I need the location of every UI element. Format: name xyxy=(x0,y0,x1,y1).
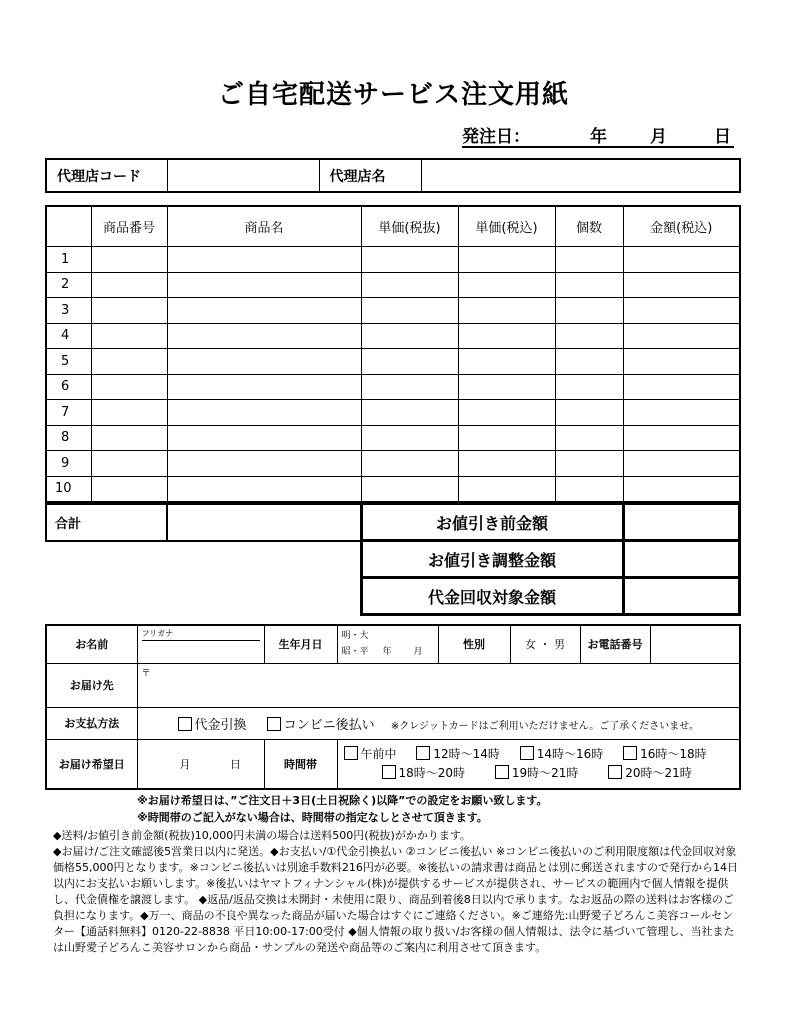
time-slot-options xyxy=(337,739,740,789)
unit-price-incl-cell[interactable] xyxy=(458,451,555,477)
unit-price-incl-cell[interactable] xyxy=(458,400,555,426)
delivery-date-notice: ※お届け希望日は、”ご注文日＋3日(土日祝除く)以降”での設定をお願い致します。 xyxy=(137,794,548,807)
shipping-fee-note: ◆送料/お値引き前金額(税抜)10,000円未満の場合は送料500円(税抜)がかかります。 xyxy=(53,829,471,842)
time-slot-option[interactable]: 16時～18時 xyxy=(623,747,707,761)
unit-price-excl-cell[interactable] xyxy=(361,425,458,451)
unit-price-excl-cell[interactable] xyxy=(361,349,458,375)
amount-cell[interactable] xyxy=(623,247,740,273)
time-slot-option[interactable]: 19時～21時 xyxy=(495,766,579,780)
product-number-cell[interactable] xyxy=(91,349,167,375)
quantity-cell[interactable] xyxy=(555,451,623,477)
order-date-line xyxy=(462,122,734,148)
row-number: 6 xyxy=(46,374,91,400)
order-date-year: 年 xyxy=(590,127,607,147)
row-number: 8 xyxy=(46,425,91,451)
product-number-cell[interactable] xyxy=(91,476,167,502)
cod-amount-field[interactable] xyxy=(623,578,740,615)
table-row xyxy=(46,323,740,349)
furigana-label: フリガナ xyxy=(142,628,260,641)
product-number-cell[interactable] xyxy=(91,451,167,477)
row-number: 1 xyxy=(46,247,91,273)
before-discount-field[interactable] xyxy=(623,504,740,541)
checkbox-icon[interactable] xyxy=(344,746,358,760)
agency-name-field[interactable] xyxy=(421,159,740,192)
delivery-date-field[interactable] xyxy=(137,739,264,789)
table-row xyxy=(46,374,740,400)
product-number-cell[interactable] xyxy=(91,247,167,273)
payment-note: ※クレジットカードはご利用いただけません。ご了承くださいませ。 xyxy=(390,720,699,732)
row-number: 3 xyxy=(46,298,91,324)
product-number-cell[interactable] xyxy=(91,298,167,324)
unit-price-excl-cell[interactable] xyxy=(361,400,458,426)
birthday-label: 生年月日 xyxy=(264,625,337,663)
unit-price-excl-cell[interactable] xyxy=(361,298,458,324)
checkbox-icon[interactable] xyxy=(608,765,622,779)
address-label: お届け先 xyxy=(46,663,137,707)
terms-body: ◆お届け/ご注文確認後5営業日以内に発送。◆お支払い/①代金引換払い ②コンビニ後払い ※コンビニ後払いのご利用限度額は代金回収対象価格55,000円となります。※コンビニ後払いは別途手数料216円が必要。※後払いの請求書は商品とは別に郵送されますので発行から14日以内にお支払いお願いします。※後払いはヤマトフィナンシャル(株)が提供するサービスが提供され、サービスの範囲内で個人情報を提供し、代金債権を譲渡します。 ◆返品/返品交換は未開封・未使用に限り、商品到着後8日以内で承ります。なお返品の際の送料はお客様のご負担になります。◆万一、商品の不良や異なった商品が届いた場合はすぐにご連絡ください。※ご連絡先:山野愛子どろんこ美容コールセンター【通話料無料】0120-22-8838 平日10:00-17:00受付 ◆個人情報の取り扱い/お客様の個人情報は、法令に基づいて管理し、当社または山野愛子どろんこ美容サロンから商品・サンプルの発送や商品等のご案内に利用させて頂きます。 xyxy=(53,845,739,954)
amount-cell[interactable] xyxy=(623,425,740,451)
birth-year: 年 xyxy=(382,647,392,658)
unit-price-excl-cell[interactable] xyxy=(361,323,458,349)
checkbox-icon[interactable] xyxy=(416,746,430,760)
total-label: 合計 xyxy=(46,504,167,541)
row-number: 7 xyxy=(46,400,91,426)
delivery-day: 日 xyxy=(230,757,241,771)
product-name-cell[interactable] xyxy=(167,247,361,273)
unit-price-incl-cell[interactable] xyxy=(458,349,555,375)
table-row xyxy=(46,247,740,273)
table-row xyxy=(46,476,740,502)
table-row xyxy=(46,349,740,375)
gender-label: 性別 xyxy=(438,625,510,663)
product-number-cell[interactable] xyxy=(91,425,167,451)
product-name-cell[interactable] xyxy=(167,349,361,375)
delivery-date-label: お届け希望日 xyxy=(46,739,137,789)
row-number: 5 xyxy=(46,349,91,375)
row-number: 9 xyxy=(46,451,91,477)
quantity-cell[interactable] xyxy=(555,374,623,400)
order-date-day: 日 xyxy=(714,127,731,147)
table-row xyxy=(46,425,740,451)
payment-convenience-option[interactable]: コンビニ後払い xyxy=(267,718,375,733)
discount-adjust-label: お値引き調整金額 xyxy=(361,541,623,578)
agency-table xyxy=(45,158,741,193)
product-number-cell[interactable] xyxy=(91,400,167,426)
product-name-cell[interactable] xyxy=(167,400,361,426)
amount-cell[interactable] xyxy=(623,298,740,324)
table-row xyxy=(46,272,740,298)
quantity-cell[interactable] xyxy=(555,400,623,426)
amount-cell[interactable] xyxy=(623,400,740,426)
amount-cell[interactable] xyxy=(623,272,740,298)
checkbox-icon[interactable] xyxy=(178,717,192,731)
payment-options xyxy=(137,707,740,739)
checkbox-icon[interactable] xyxy=(267,717,281,731)
checkbox-icon[interactable] xyxy=(495,765,509,779)
col-header-product-number: 商品番号 xyxy=(91,206,167,247)
unit-price-incl-cell[interactable] xyxy=(458,374,555,400)
time-slot-option[interactable]: 12時～14時 xyxy=(416,747,500,761)
product-name-cell[interactable] xyxy=(167,425,361,451)
time-label: 時間帯 xyxy=(264,739,337,789)
unit-price-excl-cell[interactable] xyxy=(361,247,458,273)
unit-price-incl-cell[interactable] xyxy=(458,272,555,298)
agency-code-field[interactable] xyxy=(167,159,319,192)
quantity-cell[interactable] xyxy=(555,425,623,451)
unit-price-excl-cell[interactable] xyxy=(361,272,458,298)
cod-amount-label: 代金回収対象金額 xyxy=(361,578,623,615)
birth-month: 月 xyxy=(413,647,423,658)
unit-price-excl-cell[interactable] xyxy=(361,476,458,502)
amount-cell[interactable] xyxy=(623,451,740,477)
col-header-quantity: 個数 xyxy=(555,206,623,247)
payment-cod-option[interactable]: 代金引換 xyxy=(178,718,247,733)
product-number-cell[interactable] xyxy=(91,374,167,400)
checkbox-icon[interactable] xyxy=(623,746,637,760)
col-header-index xyxy=(46,206,91,247)
unit-price-excl-cell[interactable] xyxy=(361,374,458,400)
table-row xyxy=(46,298,740,324)
amount-cell[interactable] xyxy=(623,374,740,400)
customer-table xyxy=(45,624,741,790)
time-slot-option[interactable]: 午前中 xyxy=(344,747,397,761)
unit-price-incl-cell[interactable] xyxy=(458,425,555,451)
product-name-cell[interactable] xyxy=(167,298,361,324)
form-title: ご自宅配送サービス注文用紙 xyxy=(217,80,569,110)
product-name-cell[interactable] xyxy=(167,476,361,502)
amount-cell[interactable] xyxy=(623,476,740,502)
quantity-cell[interactable] xyxy=(555,272,623,298)
era-line-1: 明・大 xyxy=(341,631,369,642)
quantity-cell[interactable] xyxy=(555,247,623,273)
quantity-cell[interactable] xyxy=(555,476,623,502)
unit-price-excl-cell[interactable] xyxy=(361,451,458,477)
era-line-2: 昭・平 xyxy=(341,647,369,658)
product-name-cell[interactable] xyxy=(167,323,361,349)
quantity-cell[interactable] xyxy=(555,349,623,375)
name-field[interactable] xyxy=(137,625,264,663)
row-number: 4 xyxy=(46,323,91,349)
checkbox-icon[interactable] xyxy=(382,765,396,779)
phone-field[interactable] xyxy=(650,625,740,663)
terms-notes xyxy=(53,828,743,956)
unit-price-incl-cell[interactable] xyxy=(458,298,555,324)
amount-cell[interactable] xyxy=(623,349,740,375)
product-number-cell[interactable] xyxy=(91,272,167,298)
table-row xyxy=(46,400,740,426)
amount-cell[interactable] xyxy=(623,323,740,349)
postal-mark: 〒 xyxy=(141,668,151,679)
unit-price-incl-cell[interactable] xyxy=(458,247,555,273)
address-field[interactable] xyxy=(137,663,740,707)
before-discount-label: お値引き前金額 xyxy=(361,504,623,541)
items-table xyxy=(45,205,741,503)
name-label: お名前 xyxy=(46,625,137,663)
order-date-label: 発注日： xyxy=(462,127,530,147)
col-header-unit-price-excl: 単価(税抜) xyxy=(361,206,458,247)
unit-price-incl-cell[interactable] xyxy=(458,476,555,502)
row-number: 10 xyxy=(46,476,91,502)
order-date-month: 月 xyxy=(650,127,667,147)
agency-name-label: 代理店名 xyxy=(319,159,421,192)
checkbox-icon[interactable] xyxy=(520,746,534,760)
product-name-cell[interactable] xyxy=(167,451,361,477)
totals-table xyxy=(45,502,741,616)
gender-options[interactable]: 女 ・ 男 xyxy=(510,625,580,663)
delivery-month: 月 xyxy=(179,757,191,771)
quantity-cell[interactable] xyxy=(555,298,623,324)
time-slot-option[interactable]: 18時～20時 xyxy=(382,766,466,780)
unit-price-incl-cell[interactable] xyxy=(458,323,555,349)
product-name-cell[interactable] xyxy=(167,374,361,400)
birthday-field[interactable] xyxy=(337,625,438,663)
time-slot-option[interactable]: 14時～16時 xyxy=(520,747,604,761)
items-header-row xyxy=(46,206,740,247)
row-number: 2 xyxy=(46,272,91,298)
col-header-amount: 金額(税込) xyxy=(623,206,740,247)
time-slot-notice: ※時間帯のご記入がない場合は、時間帯の指定なしとさせて頂きます。 xyxy=(137,811,488,824)
col-header-product-name: 商品名 xyxy=(167,206,361,247)
payment-label: お支払方法 xyxy=(46,707,137,739)
product-number-cell[interactable] xyxy=(91,323,167,349)
product-name-cell[interactable] xyxy=(167,272,361,298)
phone-label: お電話番号 xyxy=(580,625,650,663)
table-row xyxy=(46,451,740,477)
quantity-cell[interactable] xyxy=(555,323,623,349)
col-header-unit-price-incl: 単価(税込) xyxy=(458,206,555,247)
total-field[interactable] xyxy=(167,504,361,541)
time-slot-option[interactable]: 20時～21時 xyxy=(608,766,692,780)
discount-adjust-field[interactable] xyxy=(623,541,740,578)
agency-code-label: 代理店コード xyxy=(46,159,167,192)
